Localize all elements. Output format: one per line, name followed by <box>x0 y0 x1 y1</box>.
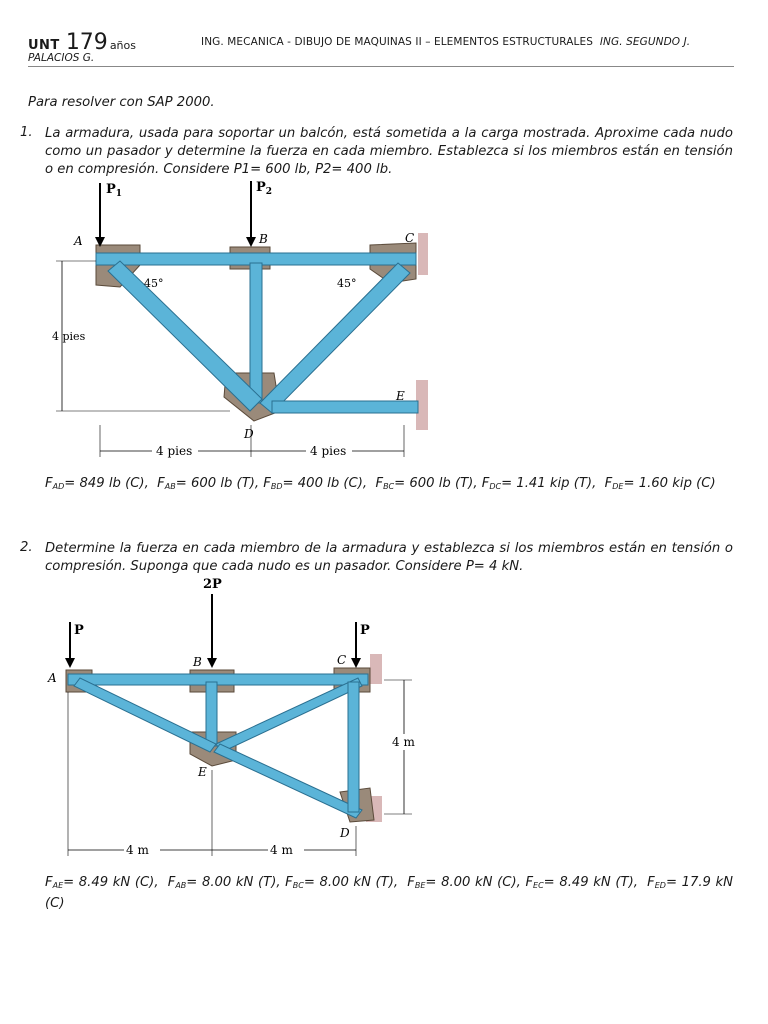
label-p2: $P_2$ <box>256 180 273 197</box>
dim-span-left-label: 4 m <box>126 843 149 857</box>
member-ed <box>214 744 362 818</box>
label-load-a: P <box>74 623 84 638</box>
anniversary-number: 179 <box>65 30 108 55</box>
member-dc <box>260 263 410 413</box>
problem-1-text: La armadura, usada para soportar un balcón, está sometida a la carga mostrada. Aproxime cada nudo como un pasador y determine la fuerza en cada miembro. Establezca si los miembros están en tensión o en compresión. Considere P1= 600 lb, P2= 400 lb. <box>45 126 733 177</box>
answer-bc: $F_{BC}= 600$ lb (T), <box>375 476 478 491</box>
node-e: E <box>396 389 405 403</box>
dim-span-right-label: 4 pies <box>310 444 347 458</box>
load-arrowhead-c <box>351 658 361 668</box>
dim-height-label: 4 m <box>392 735 415 749</box>
node-c: C <box>405 231 415 245</box>
label-load-b: 2P <box>203 577 222 592</box>
answer-bd: $F_{BD}= 400$ lb (C), <box>263 476 368 491</box>
angle-right: 45° <box>337 277 357 290</box>
problem-2-text: Determine la fuerza en cada miembro de la armadura y establezca si los miembros están en tensión o compresión. Suponga que cada nudo es un pasador. Considere P= 4 kN. <box>45 541 733 574</box>
document-header <box>28 24 734 68</box>
dim-height-label: 4 pies <box>52 330 86 343</box>
member-ad <box>108 261 262 411</box>
problem-1-answers <box>45 475 733 496</box>
load-arrowhead-b <box>207 658 217 668</box>
answer-ae: $F_{AE}= 8.49$ kN (C), <box>45 875 159 890</box>
node-a: A <box>74 234 83 248</box>
dim-span-left-label: 4 pies <box>156 444 193 458</box>
course-name: ING. MECANICA - DIBUJO DE MAQUINAS II – ELEMENTOS ESTRUCTURALES <box>201 36 593 48</box>
member-bd <box>250 263 262 403</box>
author-surname: PALACIOS G. <box>28 52 95 64</box>
dim-span-right-label: 4 m <box>270 843 293 857</box>
answer-be: $F_{BE}= 8.00$ kN (C), <box>407 875 521 890</box>
node-b: B <box>193 655 202 669</box>
member-ec <box>216 678 362 752</box>
answer-ec: $F_{EC}= 8.49$ kN (T), <box>525 875 638 890</box>
answer-ab: $F_{AB}= 8.00$ kN (T), <box>167 875 281 890</box>
node-e: E <box>198 765 207 779</box>
truss-figure-2 <box>40 574 440 864</box>
intro-text: Para resolver con SAP 2000. <box>28 95 215 110</box>
answer-dc: $F_{DC}= 1.41$ kip (T), <box>481 476 597 491</box>
member-be <box>206 682 217 746</box>
node-b: B <box>259 232 268 246</box>
problem-1-number: 1. <box>20 125 33 140</box>
answer-ab: $F_{AB}= 600$ lb (T), <box>157 476 260 491</box>
member-cd <box>348 682 359 812</box>
angle-left: 45° <box>144 277 164 290</box>
wall-c <box>418 233 428 275</box>
member-ab-bc <box>68 674 368 685</box>
node-c: C <box>337 653 347 667</box>
load-arrowhead-a <box>65 658 75 668</box>
anniversary-label: años <box>109 39 136 52</box>
node-a: A <box>48 671 57 685</box>
node-d: D <box>244 427 254 441</box>
answer-ad: $F_{AD}= 849$ lb (C), <box>45 476 149 491</box>
course-title <box>201 36 690 48</box>
answer-bc: $F_{BC}= 8.00$ kN (T), <box>285 875 399 890</box>
label-load-c: P <box>360 623 370 638</box>
problem-2-number: 2. <box>20 540 33 555</box>
node-d: D <box>340 826 350 840</box>
label-p1: $P_1$ <box>106 182 123 199</box>
header-divider <box>28 66 734 67</box>
author-name: ING. SEGUNDO J. <box>599 36 691 48</box>
answer-ed: $F_{ED}= 17.9$ kN (C) <box>45 875 734 911</box>
wall-c <box>370 654 382 684</box>
load-arrowhead-p2 <box>246 237 256 247</box>
unt-label: UNT <box>28 38 60 53</box>
problem-2-answers <box>45 874 733 913</box>
truss-figure-1 <box>40 175 440 470</box>
answer-de: $F_{DE}= 1.60$ kip (C) <box>604 476 716 491</box>
